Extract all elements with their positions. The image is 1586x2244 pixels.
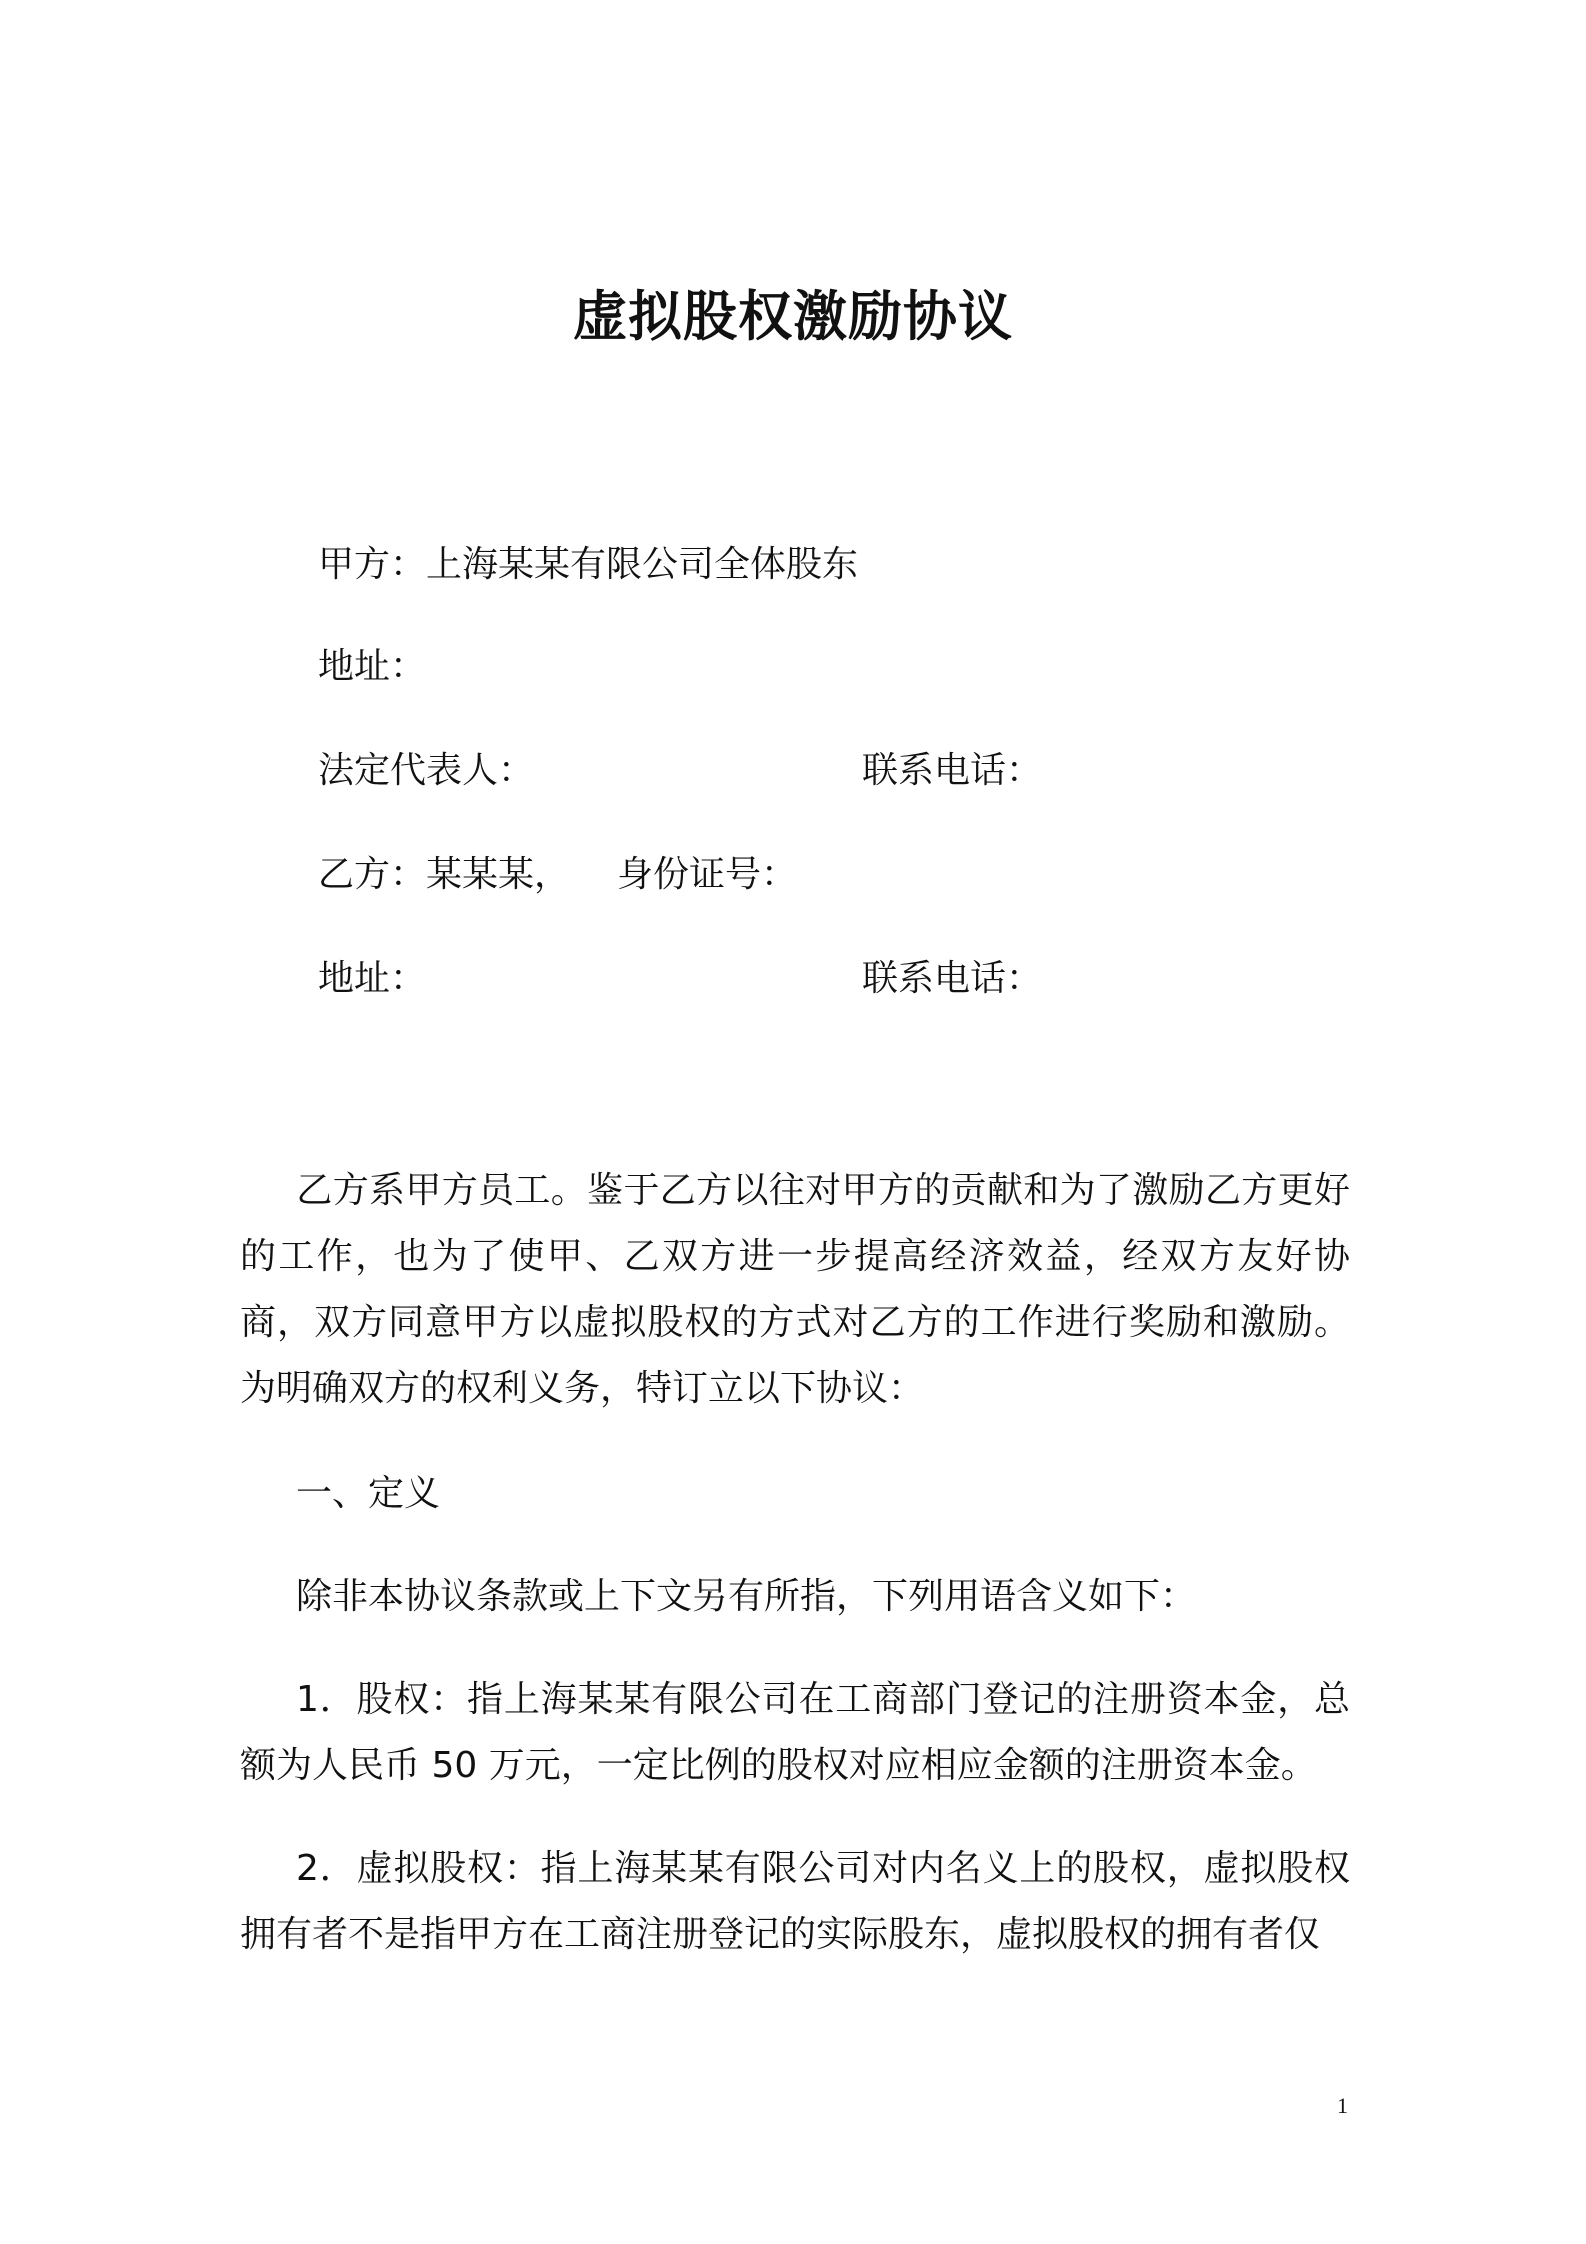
page-number: 1	[1337, 2093, 1348, 2118]
party-a-address-label: 地址：	[318, 646, 427, 687]
party-b-phone-label: 联系电话：	[862, 958, 1043, 999]
party-a-phone-label: 联系电话：	[862, 750, 1043, 791]
party-b-address-label: 地址：	[318, 958, 427, 999]
preamble-paragraph	[240, 1158, 1350, 1422]
section-1-heading: 一、定义	[296, 1473, 441, 1514]
definition-2-text: 2．虚拟股权：指上海某某有限公司对内名义上的股权，虚拟股权拥有者不是指甲方在工商注册登记的实际股东，虚拟股权的拥有者仅	[240, 1848, 1350, 1955]
party-b-line: 乙方：某某某，	[318, 854, 571, 895]
definition-1-text: 1．股权：指上海某某有限公司在工商部门登记的注册资本金，总额为人民币 50 万元，一定比例的股权对应相应金额的注册资本金。	[240, 1679, 1350, 1786]
document-title: 虚拟股权激励协议	[573, 285, 1013, 348]
party-a-legal-rep-label: 法定代表人：	[318, 750, 535, 791]
preamble-text: 乙方系甲方员工。鉴于乙方以往对甲方的贡献和为了激励乙方更好的工作，也为了使甲、乙双方进一步提高经济效益，经双方友好协商，双方同意甲方以虚拟股权的方式对乙方的工作进行奖励和激励。为明确双方的权利义务，特订立以下协议：	[240, 1170, 1350, 1409]
party-a-line: 甲方：上海某某有限公司全体股东	[318, 544, 859, 585]
definition-1	[240, 1667, 1350, 1799]
party-b-id-label: 身份证号：	[617, 854, 798, 895]
section-1-intro: 除非本协议条款或上下文另有所指，下列用语含义如下：	[296, 1576, 1197, 1617]
definition-2	[240, 1836, 1350, 1968]
